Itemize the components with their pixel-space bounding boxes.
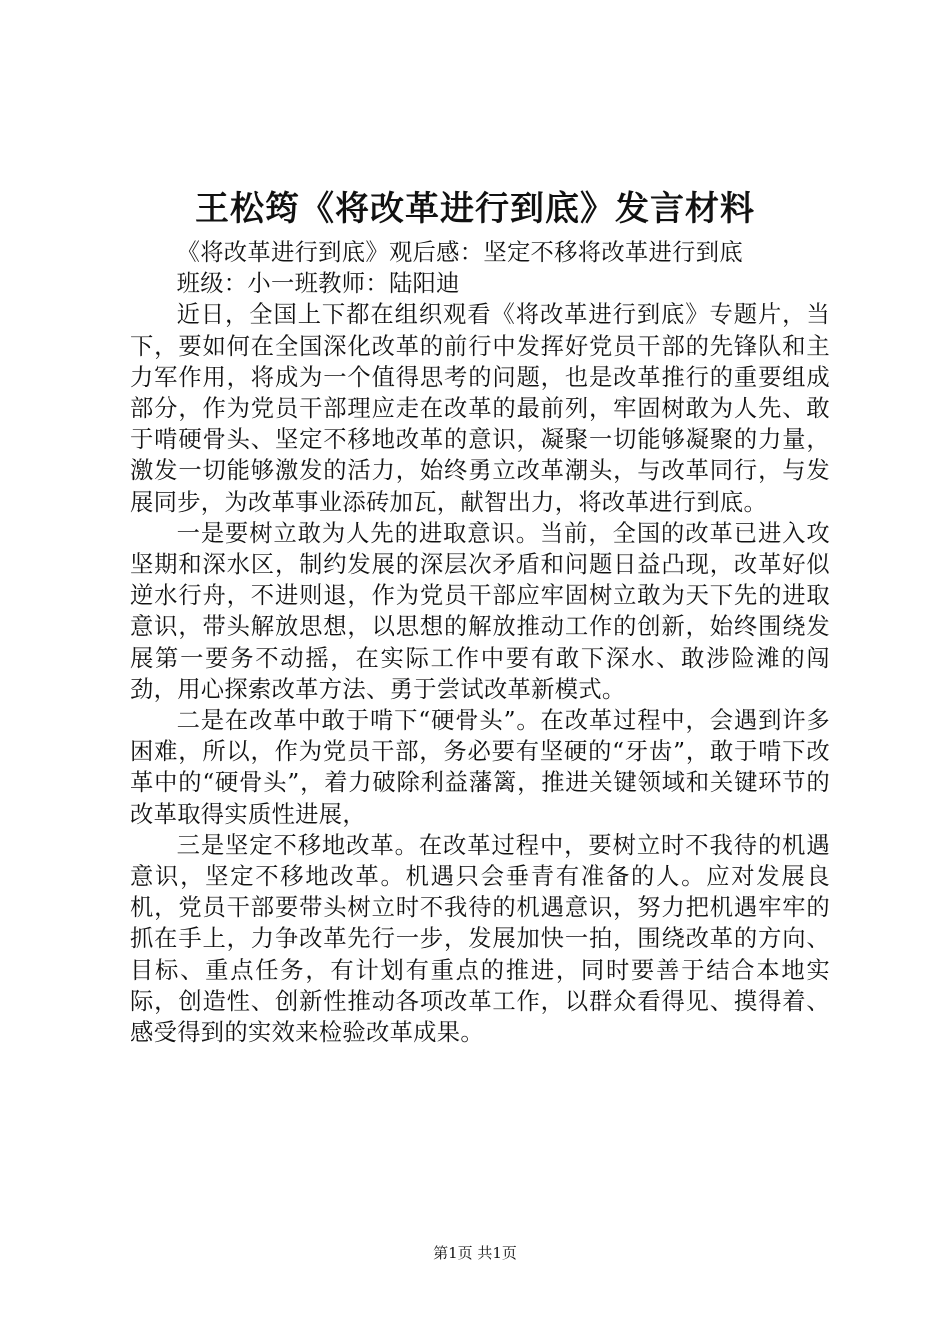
page-number-footer: 第1页 共1页 xyxy=(433,1244,517,1262)
document-subtitle: 《将改革进行到底》观后感：坚定不移将改革进行到底 xyxy=(176,239,743,266)
paragraph-intro: 近日，全国上下都在组织观看《将改革进行到底》专题片，当下，要如何在全国深化改革的前行中发挥好党员干部的先锋队和主力军作用，将成为一个值得思考的问题，也是改革推行的重要组成部分，作为党员干部理应走在改革的最前列，牢固树敢为人先、敢于啃硬骨头、坚定不移地改革的意识，凝聚一切能够凝聚的力量，激发一切能够激发的活力，始终勇立改革潮头，与改革同行，与发展同步，为改革事业添砖加瓦，献智出力，将改革进行到底。 xyxy=(130,301,830,516)
paragraph-point-three: 三是坚定不移地改革。在改革过程中，要树立时不我待的机遇意识，坚定不移地改革。机遇只会垂青有准备的人。应对发展良机，党员干部要带头树立时不我待的机遇意识，努力把机遇牢牢的抓在手上，力争改革先行一步，发展加快一拍，围绕改革的方向、目标、重点任务，有计划有重点的推进，同时要善于结合本地实际，创造性、创新性推动各项改革工作，以群众看得见、摸得着、感受得到的实效来检验改革成果。 xyxy=(130,831,830,1047)
document-title: 王松筠《将改革进行到底》发言材料 xyxy=(195,189,755,229)
class-teacher-line: 班级：小一班教师：陆阳迪 xyxy=(176,270,460,298)
paragraph-point-one: 一是要树立敢为人先的进取意识。当前，全国的改革已进入攻坚期和深水区，制约发展的深层次矛盾和问题日益凸现，改革好似逆水行舟，不进则退，作为党员干部应牢固树立敢为天下先的进取意识，带头解放思想，以思想的解放推动工作的创新，始终围绕发展第一要务不动摇，在实际工作中要有敢下深水、敢涉险滩的闯劲，用心探索改革方法、勇于尝试改革新模式。 xyxy=(130,519,830,703)
paragraph-point-two: 二是在改革中敢于啃下“硬骨头”。在改革过程中，会遇到许多困难，所以，作为党员干部，务必要有坚硬的“牙齿”，敢于啃下改革中的“硬骨头”，着力破除利益藩篱，推进关键领域和关键环节的改革取得实质性进展， xyxy=(130,707,830,828)
document-body xyxy=(130,237,830,1048)
